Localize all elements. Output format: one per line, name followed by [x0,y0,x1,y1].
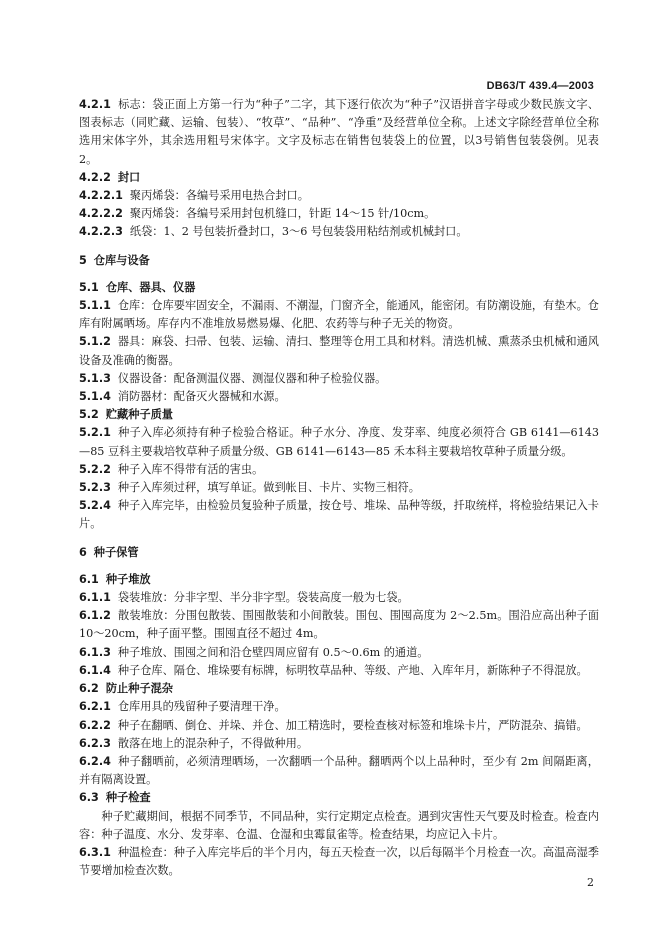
heading-5-1: 5.1 仓库、器具、仪器 [79,280,196,294]
clause-5-2-2: 5.2.2 种子入库不得带有活的害虫。 [79,462,264,476]
standard-number: DB63/T 439.4—2003 [486,80,594,92]
clause-5-1-1: 5.1.1 仓库：仓库要牢固安全，不漏雨、不潮湿，门窗齐全，能通风，能密闭。有防潮设施，有垫木。仓库有附属晒场。库存内不准堆放易燃易爆、化肥、农药等与种子无关的物资。 [79,299,599,331]
clause-6-2-1: 6.2.1 仓库用具的残留种子要清理干净。 [79,700,286,714]
clause-6-1-2: 6.1.2 散装堆放：分围包散装、围囤散装和小间散装。围包、围囤高度为 2～2.5m。围沿应高出种子面 10～20cm，种子面平整。围囤直径不超过 4m。 [79,609,599,641]
heading-6: 6 种子保管 [79,545,139,559]
clause-6-3-intro: 种子贮藏期间，根据不同季节，不同品种，实行定期定点检查。遇到灾害性天气要及时检查。检查内容：种子温度、水分、发芽率、仓温、仓湿和虫霉鼠雀等。检查结果，均应记入卡片。 [79,809,599,841]
heading-6-1: 6.1 种子堆放 [79,572,151,586]
clause-4-2-2-1: 4.2.2.1 聚丙烯袋：各编号采用电热合封口。 [79,189,309,203]
clause-4-2-2-3: 4.2.2.3 纸袋：1、2 号包装折叠封口，3～6 号包装袋用粘结剂或机械封口。 [79,225,468,239]
page-number: 2 [587,876,594,889]
clause-6-2-2: 6.2.2 种子在翻晒、倒仓、并垛、并仓、加工精选时，要检查核对标签和堆垛卡片，严防混杂、搞错。 [79,718,588,732]
clause-5-1-2: 5.1.2 器具：麻袋、扫帚、包装、运输、清扫、整理等仓用工具和材料。清选机械、熏蒸杀虫机械和通风设备及准确的衡器。 [79,335,599,367]
clause-6-3-1: 6.3.1 种温检查：种子入库完毕后的半个月内，每五天检查一次，以后每隔半个月检查一次。高温高湿季节要增加检查次数。 [79,845,599,878]
clause-5-1-3: 5.1.3 仪器设备：配备测温仪器、测湿仪器和种子检验仪器。 [79,371,387,385]
clause-6-1-4: 6.1.4 种子仓库、隔仓、堆垛要有标牌，标明牧草品种、等级、产地、入库年月，新陈种子不得混放。 [79,663,588,677]
heading-5: 5 仓库与设备 [79,253,150,267]
clause-4-2-2-2: 4.2.2.2 聚丙烯袋：各编号采用封包机缝口，针距 14～15 针/10cm。 [79,207,436,221]
heading-5-2: 5.2 贮藏种子质量 [79,408,173,422]
clause-6-2-4: 6.2.4 种子翻晒前，必须清理晒场，一次翻晒一个品种。翻晒两个以上品种时，至少有 2m 间隔距离，并有隔离设置。 [79,754,599,787]
heading-6-2: 6.2 防止种子混杂 [79,682,173,696]
clause-5-1-4: 5.1.4 消防器材：配备灭火器械和水源。 [79,390,286,404]
clause-5-2-4: 5.2.4 种子入库完毕，由检验员复验种子质量，按仓号、堆垛、品种等级，扦取统样，将检验结果记入卡片。 [79,499,599,531]
clause-4-2-1: 4.2.1 标志：袋正面上方第一行为“种子”二字，其下逐行依次为“种子”汉语拼音字母或少数民族文字、图表标志（同贮藏、运输、包装）、“牧草”、“品种”、“净重”及经营单位全称。上述文字除经营单位全称选用宋体字外，其余选用粗号宋体字。文字及标志在销售包装袋上的位置，以3号销售包装袋例。见表 2。 [79,98,599,166]
clause-6-1-1: 6.1.1 袋装堆放：分非字型、半分非字型。袋装高度一般为七袋。 [79,591,409,605]
document-body [79,96,599,880]
clause-6-1-3: 6.1.3 种子堆放、围囤之间和沿仓壁四周应留有 0.5～0.6m 的通道。 [79,645,429,659]
heading-6-3: 6.3 种子检查 [79,791,151,805]
clause-5-2-3: 5.2.3 种子入库须过秤，填写单证。做到帐目、卡片、实物三相符。 [79,481,420,495]
clause-6-2-3: 6.2.3 散落在地上的混杂种子，不得做种用。 [79,736,309,750]
heading-4-2-2: 4.2.2 封口 [79,170,141,184]
clause-5-2-1: 5.2.1 种子入库必须持有种子检验合格证。种子水分、净度、发芽率、纯度必须符合 GB 6141—6143—85 豆科主要栽培牧草种子质量分级、GB 6141—6143—85 禾本科主要栽培牧草种子质量分级。 [79,426,599,458]
